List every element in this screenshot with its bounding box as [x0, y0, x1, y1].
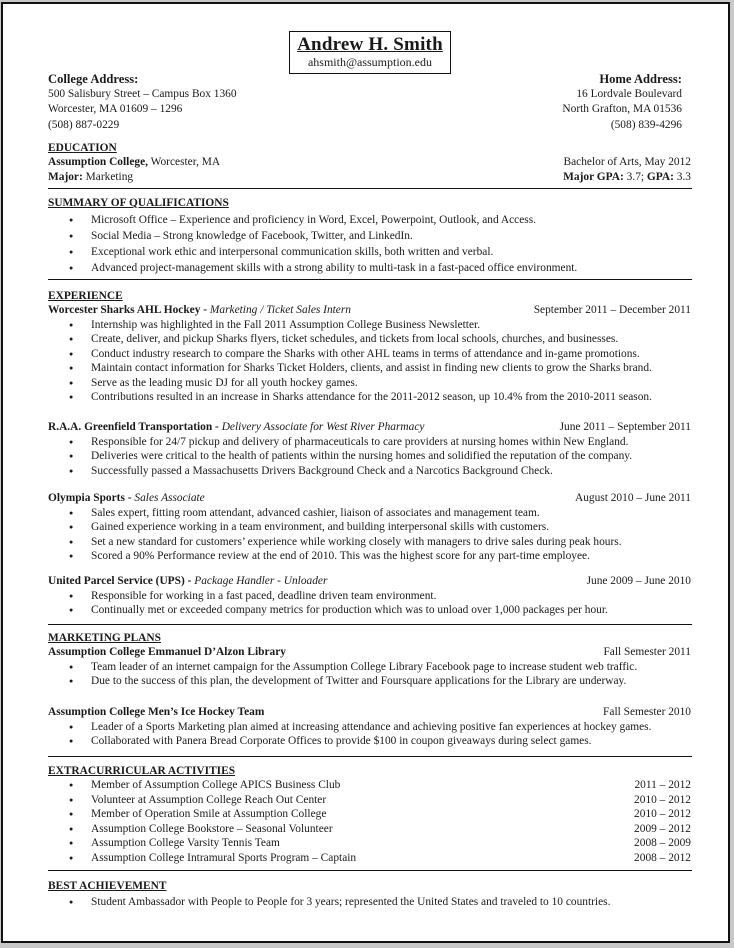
- activity-name: Volunteer at Assumption College Reach Out Center: [91, 793, 327, 806]
- job-dates: August 2010 – June 2011: [574, 492, 691, 504]
- best-achievement-section: [48, 879, 691, 910]
- experience-job: [48, 491, 691, 564]
- job-company: Olympia Sports -: [48, 492, 135, 504]
- job-company: R.A.A. Greenfield Transportation -: [48, 421, 222, 433]
- section-title: BEST ACHIEVEMENT: [48, 880, 167, 892]
- job-role: Delivery Associate for West River Pharmacy: [221, 421, 425, 433]
- plan-dates: Fall Semester 2010: [603, 706, 691, 718]
- list-item: ● Continually met or exceeded company metrics for production which was to unload over 1,000 packages per hour.: [48, 603, 691, 618]
- experience-section: [48, 289, 691, 405]
- experience-job: [48, 420, 691, 478]
- section-divider: [48, 624, 692, 625]
- job-company: Worcester Sharks AHL Hockey -: [48, 304, 210, 316]
- list-item: ● Due to the success of this plan, the development of Twitter and Foursquare applications for the Library are underway.: [48, 674, 691, 689]
- activity-name: Assumption College Bookstore – Seasonal Volunteer: [91, 822, 333, 835]
- school-name: Assumption College,: [48, 156, 148, 168]
- major-label: Major:: [48, 170, 83, 183]
- section-divider: [48, 279, 692, 280]
- list-item: ● Internship was highlighted in the Fall 2011 Assumption College Business Newsletter.: [48, 318, 691, 333]
- education-major-row: [48, 170, 691, 185]
- plan-header: [48, 645, 691, 660]
- section-divider: [48, 188, 692, 189]
- list-item: ● Exceptional work ethic and interpersonal communication skills, both written and verbal.: [48, 244, 691, 260]
- list-item: [48, 793, 691, 808]
- candidate-email: ahsmith@assumption.edu: [307, 55, 433, 69]
- job-header: [48, 491, 691, 506]
- activity-years: 2010 – 2012: [634, 808, 691, 821]
- list-item: ● Contributions resulted in an increase in Sharks attendance for the 2011-2012 season, up 10.4% from the 2010-2011 season.: [48, 390, 691, 405]
- list-item: ● Team leader of an internet campaign for the Assumption College Library Facebook page to increase student web traffic.: [48, 660, 691, 675]
- degree: Bachelor of Arts, May 2012: [563, 156, 691, 168]
- list-item: ● Maintain contact information for Sharks Ticket Holders, clients, and assist in finding new clients to grow the Sharks brand.: [48, 361, 691, 376]
- list-item: ● Responsible for 24/7 pickup and delivery of pharmaceuticals to care providers at nursing homes within New England.: [48, 435, 691, 450]
- major: Marketing: [82, 170, 134, 183]
- activity-name: Member of Operation Smile at Assumption College: [91, 808, 327, 821]
- plan-name: Assumption College Men’s Ice Hockey Team: [48, 706, 265, 718]
- college-address-label: College Address:: [48, 72, 139, 86]
- college-address: [48, 71, 237, 133]
- experience-job: [48, 574, 691, 618]
- activity-name: Member of Assumption College APICS Business Club: [91, 779, 341, 791]
- plan-header: [48, 705, 691, 720]
- gpa-label: GPA:: [646, 170, 674, 183]
- section-title: MARKETING PLANS: [48, 632, 161, 644]
- college-address-line1: 500 Salisbury Street – Campus Box 1360: [48, 88, 237, 100]
- job-dates: June 2009 – June 2010: [586, 575, 691, 587]
- list-item: ● Successfully passed a Massachusetts Drivers Background Check and a Narcotics Background Check.: [48, 464, 691, 479]
- job-role: Package Handler - Unloader: [194, 575, 328, 587]
- list-item: ● Responsible for working in a fast paced, deadline driven team environment.: [48, 589, 691, 604]
- gpa: 3.3: [673, 170, 691, 183]
- job-dates: June 2011 – September 2011: [559, 421, 691, 433]
- list-item: ● Collaborated with Panera Bread Corporate Offices to provide $100 in coupon giveaways during select games.: [48, 734, 691, 749]
- home-address: [562, 71, 682, 133]
- job-role: Marketing / Ticket Sales Intern: [209, 304, 351, 316]
- college-phone: (508) 887-0229: [48, 118, 120, 131]
- marketing-plans-section: [48, 631, 691, 689]
- section-divider: [48, 870, 692, 871]
- resume-page: [1, 2, 730, 943]
- activity-name: Assumption College Intramural Sports Program – Captain: [91, 851, 357, 864]
- candidate-name: Andrew H. Smith: [297, 34, 443, 55]
- major-gpa: 3.7;: [623, 170, 647, 183]
- job-header: [48, 420, 691, 435]
- list-item: ● Gained experience working in a team environment, and building interpersonal skills with customers.: [48, 520, 691, 535]
- name-header-box: [289, 31, 451, 74]
- list-item: ● Advanced project-management skills with a strong ability to multi-task in a fast-paced office environment.: [48, 260, 691, 276]
- job-company: United Parcel Service (UPS) -: [48, 575, 195, 587]
- list-item: ● Social Media – Strong knowledge of Facebook, Twitter, and LinkedIn.: [48, 228, 691, 244]
- activity-years: 2010 – 2012: [634, 793, 691, 806]
- list-item: ● Create, deliver, and pickup Sharks flyers, ticket schedules, and tickets from local schools, churches, and businesses.: [48, 332, 691, 347]
- list-item: ● Sales expert, fitting room attendant, advanced cashier, liaison of associates and management team.: [48, 506, 691, 521]
- marketing-plan: [48, 705, 691, 749]
- job-dates: September 2011 – December 2011: [533, 304, 691, 316]
- school-location: Worcester, MA: [148, 156, 221, 168]
- list-item: ● Deliveries were critical to the health of patients within the nursing homes and solidified the reputation of the company.: [48, 449, 691, 464]
- summary-section: [48, 196, 691, 276]
- section-divider: [48, 756, 692, 757]
- section-title: SUMMARY OF QUALIFICATIONS: [48, 197, 229, 209]
- list-item: ● Serve as the leading music DJ for all youth hockey games.: [48, 376, 691, 391]
- list-item: ● Microsoft Office – Experience and proficiency in Word, Excel, Powerpoint, Outlook, and Access.: [48, 212, 691, 228]
- section-title: EXPERIENCE: [48, 290, 123, 302]
- list-item: [48, 778, 691, 793]
- section-title: EDUCATION: [48, 142, 117, 154]
- home-address-line1: 16 Lordvale Boulevard: [576, 88, 682, 100]
- major-gpa-label: Major GPA:: [563, 170, 624, 183]
- list-item: ● Set a new standard for customers’ experience while working closely with managers to drive sales during peak hours.: [48, 535, 691, 550]
- activity-years: 2008 – 2009: [634, 837, 691, 850]
- home-address-line2: North Grafton, MA 01536: [562, 103, 682, 116]
- plan-dates: Fall Semester 2011: [603, 646, 691, 658]
- activity-years: 2009 – 2012: [634, 822, 691, 835]
- activity-name: Assumption College Varsity Tennis Team: [91, 837, 280, 850]
- job-role: Sales Associate: [134, 492, 205, 504]
- list-item: [48, 822, 691, 837]
- activity-years: 2008 – 2012: [634, 851, 691, 864]
- list-item: ● Student Ambassador with People to People for 3 years; represented the United States and traveled to 10 countries.: [48, 895, 691, 910]
- plan-name: Assumption College Emmanuel D’Alzon Library: [48, 646, 286, 658]
- section-title: EXTRACURRICULAR ACTIVITIES: [48, 765, 236, 777]
- education-section: [48, 141, 691, 184]
- job-header: [48, 574, 691, 589]
- list-item: [48, 836, 691, 851]
- activity-years: 2011 – 2012: [634, 779, 691, 791]
- list-item: ● Scored a 90% Performance review at the end of 2010. This was the highest score for any part-time employee.: [48, 549, 691, 564]
- home-address-label: Home Address:: [599, 72, 682, 86]
- list-item: ● Leader of a Sports Marketing plan aimed at increasing attendance and achieving positive fan experiences at hockey games.: [48, 720, 691, 735]
- list-item: ● Conduct industry research to compare the Sharks with other AHL teams in terms of attendance and in-game promotions.: [48, 347, 691, 362]
- list-item: [48, 807, 691, 822]
- job-header: [48, 303, 691, 318]
- college-address-line2: Worcester, MA 01609 – 1296: [48, 103, 183, 116]
- education-school-row: [48, 155, 691, 170]
- home-phone: (508) 839-4296: [610, 118, 682, 131]
- list-item: [48, 851, 691, 866]
- extracurricular-section: [48, 764, 691, 866]
